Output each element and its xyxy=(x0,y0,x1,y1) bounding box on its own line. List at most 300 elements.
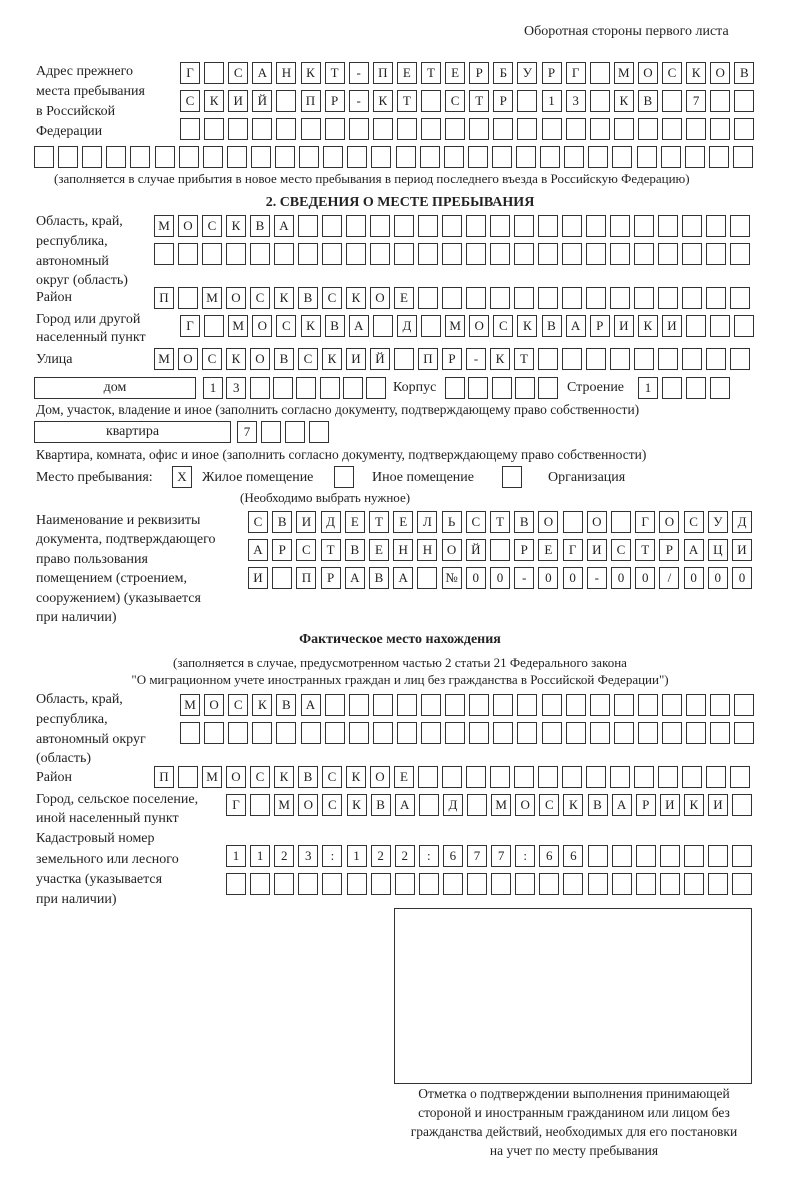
a-region-cell[interactable] xyxy=(397,694,417,716)
a-city-cell[interactable]: К xyxy=(347,794,367,816)
s2-city-cell[interactable]: О xyxy=(252,315,272,337)
a-city-cell[interactable]: С xyxy=(322,794,342,816)
cadastre-cell[interactable] xyxy=(684,845,704,867)
s2-city-cell[interactable]: С xyxy=(276,315,296,337)
s2-city-cell[interactable]: В xyxy=(325,315,345,337)
a-region-cell[interactable] xyxy=(542,694,562,716)
korpus-cell[interactable] xyxy=(515,377,535,399)
a-region-cell[interactable] xyxy=(204,722,224,744)
a-region-cell[interactable] xyxy=(686,722,706,744)
cadastre-cell[interactable]: : xyxy=(322,845,342,867)
cadastre-cell[interactable] xyxy=(419,873,439,895)
prev-address-cell[interactable]: К xyxy=(301,62,321,84)
doc-cell[interactable]: Е xyxy=(538,539,558,561)
doc-cell[interactable]: С xyxy=(248,511,268,533)
s2-street-cell[interactable] xyxy=(658,348,678,370)
s2-street-cell[interactable]: С xyxy=(202,348,222,370)
a-district-cell[interactable] xyxy=(466,766,486,788)
doc-cell[interactable]: Ц xyxy=(708,539,728,561)
prev-address-cell[interactable] xyxy=(444,146,464,168)
doc-cell[interactable]: И xyxy=(296,511,316,533)
s2-city-cell[interactable]: Г xyxy=(180,315,200,337)
prev-address-cell[interactable] xyxy=(566,118,586,140)
cadastre-cell[interactable] xyxy=(515,873,535,895)
prev-address-cell[interactable]: Р xyxy=(493,90,513,112)
prev-address-cell[interactable]: И xyxy=(228,90,248,112)
s2-district-cell[interactable]: П xyxy=(154,287,174,309)
s2-street-cell[interactable]: О xyxy=(178,348,198,370)
cadastre-cell[interactable] xyxy=(660,873,680,895)
a-city-cell[interactable]: О xyxy=(298,794,318,816)
doc-cell[interactable]: Н xyxy=(417,539,437,561)
a-region-cell[interactable] xyxy=(517,694,537,716)
doc-cell[interactable]: П xyxy=(296,567,316,589)
cadastre-cell[interactable]: 3 xyxy=(298,845,318,867)
doc-cell[interactable] xyxy=(417,567,437,589)
prev-address-cell[interactable] xyxy=(685,146,705,168)
a-district-cell[interactable] xyxy=(514,766,534,788)
a-region-cell[interactable] xyxy=(397,722,417,744)
prev-address-cell[interactable] xyxy=(130,146,150,168)
prev-address-cell[interactable]: А xyxy=(252,62,272,84)
prev-address-cell[interactable]: Р xyxy=(542,62,562,84)
prev-address-cell[interactable] xyxy=(203,146,223,168)
s2-region-cell[interactable] xyxy=(466,215,486,237)
s2-region-cell[interactable] xyxy=(490,215,510,237)
prev-address-cell[interactable]: О xyxy=(638,62,658,84)
cadastre-cell[interactable] xyxy=(563,873,583,895)
cadastre-cell[interactable]: 2 xyxy=(274,845,294,867)
prev-address-cell[interactable] xyxy=(638,118,658,140)
s2-street-cell[interactable]: М xyxy=(154,348,174,370)
doc-cell[interactable]: / xyxy=(659,567,679,589)
a-region-cell[interactable] xyxy=(421,722,441,744)
s2-district-cell[interactable] xyxy=(658,287,678,309)
s2-district-cell[interactable] xyxy=(586,287,606,309)
prev-address-cell[interactable] xyxy=(155,146,175,168)
house-number-cell[interactable] xyxy=(366,377,386,399)
a-district-cell[interactable]: М xyxy=(202,766,222,788)
doc-cell[interactable] xyxy=(272,567,292,589)
cadastre-cell[interactable] xyxy=(322,873,342,895)
prev-address-cell[interactable] xyxy=(180,118,200,140)
cadastre-cell[interactable]: 2 xyxy=(371,845,391,867)
prev-address-cell[interactable]: - xyxy=(349,62,369,84)
doc-cell[interactable]: Л xyxy=(417,511,437,533)
prev-address-cell[interactable]: В xyxy=(734,62,754,84)
doc-cell[interactable]: Т xyxy=(490,511,510,533)
doc-cell[interactable]: Р xyxy=(659,539,679,561)
prev-address-cell[interactable] xyxy=(590,90,610,112)
a-district-cell[interactable]: С xyxy=(250,766,270,788)
s2-district-cell[interactable] xyxy=(682,287,702,309)
s2-region-cell[interactable] xyxy=(178,243,198,265)
doc-cell[interactable]: А xyxy=(345,567,365,589)
a-region-cell[interactable] xyxy=(734,694,754,716)
prev-address-cell[interactable]: О xyxy=(710,62,730,84)
s2-region-cell[interactable] xyxy=(706,243,726,265)
s2-region-cell[interactable]: М xyxy=(154,215,174,237)
s2-city-cell[interactable] xyxy=(204,315,224,337)
doc-cell[interactable]: 0 xyxy=(732,567,752,589)
house-number-cell[interactable]: 3 xyxy=(226,377,246,399)
a-city-cell[interactable]: К xyxy=(684,794,704,816)
s2-city-cell[interactable]: К xyxy=(301,315,321,337)
cadastre-cell[interactable] xyxy=(636,873,656,895)
a-region-cell[interactable] xyxy=(469,694,489,716)
korpus-cell[interactable] xyxy=(492,377,512,399)
doc-cell[interactable]: Р xyxy=(514,539,534,561)
a-region-cell[interactable] xyxy=(325,694,345,716)
a-district-cell[interactable] xyxy=(634,766,654,788)
s2-district-cell[interactable] xyxy=(466,287,486,309)
prev-address-cell[interactable]: С xyxy=(180,90,200,112)
prev-address-cell[interactable] xyxy=(661,146,681,168)
korpus-cell[interactable] xyxy=(445,377,465,399)
s2-street-cell[interactable] xyxy=(730,348,750,370)
doc-cell[interactable] xyxy=(490,539,510,561)
s2-street-cell[interactable] xyxy=(610,348,630,370)
prev-address-cell[interactable] xyxy=(709,146,729,168)
prev-address-cell[interactable] xyxy=(82,146,102,168)
a-district-cell[interactable] xyxy=(610,766,630,788)
s2-city-cell[interactable]: С xyxy=(493,315,513,337)
flat-number-cell[interactable] xyxy=(261,421,281,443)
a-region-cell[interactable]: К xyxy=(252,694,272,716)
prev-address-cell[interactable]: Р xyxy=(469,62,489,84)
prev-address-cell[interactable]: С xyxy=(445,90,465,112)
cadastre-cell[interactable] xyxy=(491,873,511,895)
doc-cell[interactable]: 0 xyxy=(635,567,655,589)
a-city-cell[interactable]: И xyxy=(660,794,680,816)
s2-city-cell[interactable]: И xyxy=(662,315,682,337)
s2-street-cell[interactable] xyxy=(634,348,654,370)
prev-address-cell[interactable] xyxy=(493,118,513,140)
doc-cell[interactable]: - xyxy=(514,567,534,589)
s2-city-cell[interactable]: М xyxy=(445,315,465,337)
cadastre-cell[interactable] xyxy=(708,845,728,867)
doc-cell[interactable]: И xyxy=(732,539,752,561)
s2-city-cell[interactable]: Р xyxy=(590,315,610,337)
prev-address-cell[interactable]: К xyxy=(373,90,393,112)
house-type-field[interactable]: дом xyxy=(34,377,196,399)
s2-district-cell[interactable] xyxy=(514,287,534,309)
doc-cell[interactable]: С xyxy=(684,511,704,533)
cadastre-cell[interactable] xyxy=(612,845,632,867)
prev-address-cell[interactable] xyxy=(734,90,754,112)
doc-cell[interactable]: С xyxy=(296,539,316,561)
s2-region-cell[interactable] xyxy=(202,243,222,265)
doc-cell[interactable]: Ь xyxy=(442,511,462,533)
prev-address-cell[interactable]: 1 xyxy=(542,90,562,112)
s2-region-cell[interactable] xyxy=(730,243,750,265)
prev-address-cell[interactable] xyxy=(323,146,343,168)
s2-region-cell[interactable] xyxy=(682,243,702,265)
doc-cell[interactable]: С xyxy=(466,511,486,533)
prev-address-cell[interactable]: К xyxy=(204,90,224,112)
flat-number-cell[interactable]: 7 xyxy=(237,421,257,443)
s2-region-cell[interactable] xyxy=(514,215,534,237)
a-region-cell[interactable] xyxy=(590,694,610,716)
prev-address-cell[interactable] xyxy=(540,146,560,168)
a-city-cell[interactable]: М xyxy=(274,794,294,816)
flat-number-cell[interactable] xyxy=(309,421,329,443)
a-region-cell[interactable] xyxy=(469,722,489,744)
prev-address-cell[interactable] xyxy=(179,146,199,168)
a-region-cell[interactable]: О xyxy=(204,694,224,716)
s2-region-cell[interactable] xyxy=(370,215,390,237)
s2-region-cell[interactable] xyxy=(418,215,438,237)
a-region-cell[interactable] xyxy=(710,694,730,716)
building-cell[interactable] xyxy=(710,377,730,399)
s2-region-cell[interactable] xyxy=(370,243,390,265)
a-city-cell[interactable]: Д xyxy=(443,794,463,816)
doc-cell[interactable]: Т xyxy=(635,539,655,561)
a-region-cell[interactable] xyxy=(638,694,658,716)
s2-city-cell[interactable]: А xyxy=(566,315,586,337)
house-number-cell[interactable]: 1 xyxy=(203,377,223,399)
prev-address-cell[interactable] xyxy=(733,146,753,168)
a-region-cell[interactable] xyxy=(421,694,441,716)
s2-region-cell[interactable] xyxy=(562,243,582,265)
s2-region-cell[interactable] xyxy=(250,243,270,265)
s2-region-cell[interactable] xyxy=(394,243,414,265)
doc-cell[interactable]: О xyxy=(538,511,558,533)
prev-address-cell[interactable]: П xyxy=(301,90,321,112)
a-district-cell[interactable]: К xyxy=(274,766,294,788)
stay-organization-checkbox[interactable] xyxy=(502,466,522,488)
s2-district-cell[interactable]: К xyxy=(346,287,366,309)
a-district-cell[interactable] xyxy=(538,766,558,788)
prev-address-cell[interactable] xyxy=(542,118,562,140)
s2-street-cell[interactable]: В xyxy=(274,348,294,370)
a-region-cell[interactable] xyxy=(710,722,730,744)
s2-district-cell[interactable]: С xyxy=(322,287,342,309)
s2-region-cell[interactable] xyxy=(346,243,366,265)
house-number-cell[interactable] xyxy=(343,377,363,399)
prev-address-cell[interactable] xyxy=(468,146,488,168)
a-region-cell[interactable] xyxy=(180,722,200,744)
a-district-cell[interactable] xyxy=(706,766,726,788)
a-region-cell[interactable]: А xyxy=(301,694,321,716)
doc-cell[interactable]: В xyxy=(369,567,389,589)
cadastre-cell[interactable]: : xyxy=(419,845,439,867)
a-city-cell[interactable] xyxy=(732,794,752,816)
prev-address-cell[interactable]: Е xyxy=(445,62,465,84)
doc-cell[interactable]: Е xyxy=(393,511,413,533)
s2-city-cell[interactable] xyxy=(710,315,730,337)
s2-district-cell[interactable]: С xyxy=(250,287,270,309)
house-number-cell[interactable] xyxy=(250,377,270,399)
a-region-cell[interactable] xyxy=(566,694,586,716)
doc-cell[interactable]: Г xyxy=(563,539,583,561)
s2-street-cell[interactable] xyxy=(586,348,606,370)
prev-address-cell[interactable]: Е xyxy=(397,62,417,84)
s2-region-cell[interactable] xyxy=(298,215,318,237)
cadastre-cell[interactable] xyxy=(467,873,487,895)
s2-region-cell[interactable]: В xyxy=(250,215,270,237)
prev-address-cell[interactable] xyxy=(420,146,440,168)
cadastre-cell[interactable]: 1 xyxy=(250,845,270,867)
s2-city-cell[interactable]: К xyxy=(517,315,537,337)
cadastre-cell[interactable] xyxy=(732,845,752,867)
prev-address-cell[interactable] xyxy=(276,118,296,140)
prev-address-cell[interactable] xyxy=(588,146,608,168)
s2-street-cell[interactable]: Т xyxy=(514,348,534,370)
s2-region-cell[interactable]: О xyxy=(178,215,198,237)
prev-address-cell[interactable] xyxy=(347,146,367,168)
prev-address-cell[interactable]: Й xyxy=(252,90,272,112)
a-city-cell[interactable]: А xyxy=(395,794,415,816)
s2-city-cell[interactable] xyxy=(686,315,706,337)
s2-district-cell[interactable]: Е xyxy=(394,287,414,309)
prev-address-cell[interactable] xyxy=(204,118,224,140)
s2-region-cell[interactable] xyxy=(418,243,438,265)
s2-city-cell[interactable] xyxy=(421,315,441,337)
s2-city-cell[interactable]: К xyxy=(638,315,658,337)
s2-street-cell[interactable] xyxy=(538,348,558,370)
doc-cell[interactable]: Т xyxy=(321,539,341,561)
s2-region-cell[interactable] xyxy=(442,215,462,237)
s2-street-cell[interactable]: Й xyxy=(370,348,390,370)
a-district-cell[interactable]: П xyxy=(154,766,174,788)
a-district-cell[interactable]: Е xyxy=(394,766,414,788)
s2-region-cell[interactable]: А xyxy=(274,215,294,237)
building-cell[interactable] xyxy=(686,377,706,399)
a-region-cell[interactable] xyxy=(638,722,658,744)
prev-address-cell[interactable] xyxy=(276,90,296,112)
doc-cell[interactable]: 0 xyxy=(538,567,558,589)
doc-cell[interactable]: О xyxy=(659,511,679,533)
building-cell[interactable]: 1 xyxy=(638,377,658,399)
doc-cell[interactable]: И xyxy=(248,567,268,589)
s2-district-cell[interactable] xyxy=(562,287,582,309)
s2-street-cell[interactable]: И xyxy=(346,348,366,370)
s2-street-cell[interactable]: К xyxy=(322,348,342,370)
a-city-cell[interactable] xyxy=(419,794,439,816)
s2-region-cell[interactable] xyxy=(706,215,726,237)
doc-cell[interactable]: В xyxy=(345,539,365,561)
prev-address-cell[interactable] xyxy=(590,62,610,84)
s2-city-cell[interactable]: А xyxy=(349,315,369,337)
a-district-cell[interactable] xyxy=(658,766,678,788)
a-city-cell[interactable]: А xyxy=(612,794,632,816)
a-region-cell[interactable] xyxy=(734,722,754,744)
doc-cell[interactable]: О xyxy=(587,511,607,533)
doc-cell[interactable]: Р xyxy=(272,539,292,561)
a-district-cell[interactable]: О xyxy=(226,766,246,788)
prev-address-cell[interactable] xyxy=(325,118,345,140)
a-region-cell[interactable] xyxy=(662,722,682,744)
a-district-cell[interactable] xyxy=(586,766,606,788)
prev-address-cell[interactable]: Г xyxy=(566,62,586,84)
s2-region-cell[interactable] xyxy=(634,243,654,265)
doc-cell[interactable]: О xyxy=(442,539,462,561)
doc-cell[interactable]: Й xyxy=(466,539,486,561)
doc-cell[interactable]: 0 xyxy=(466,567,486,589)
a-region-cell[interactable] xyxy=(614,694,634,716)
s2-region-cell[interactable] xyxy=(322,215,342,237)
s2-city-cell[interactable]: В xyxy=(542,315,562,337)
s2-street-cell[interactable] xyxy=(682,348,702,370)
doc-cell[interactable]: А xyxy=(393,567,413,589)
prev-address-cell[interactable] xyxy=(516,146,536,168)
prev-address-cell[interactable]: С xyxy=(228,62,248,84)
s2-region-cell[interactable]: К xyxy=(226,215,246,237)
s2-city-cell[interactable] xyxy=(734,315,754,337)
prev-address-cell[interactable]: - xyxy=(349,90,369,112)
stay-other-checkbox[interactable] xyxy=(334,466,354,488)
house-number-cell[interactable] xyxy=(320,377,340,399)
s2-street-cell[interactable]: К xyxy=(490,348,510,370)
cadastre-cell[interactable] xyxy=(732,873,752,895)
doc-cell[interactable] xyxy=(611,511,631,533)
prev-address-cell[interactable]: Т xyxy=(397,90,417,112)
cadastre-cell[interactable]: 6 xyxy=(563,845,583,867)
s2-district-cell[interactable]: М xyxy=(202,287,222,309)
s2-district-cell[interactable] xyxy=(730,287,750,309)
s2-region-cell[interactable] xyxy=(466,243,486,265)
s2-region-cell[interactable] xyxy=(514,243,534,265)
prev-address-cell[interactable]: К xyxy=(614,90,634,112)
cadastre-cell[interactable]: 1 xyxy=(347,845,367,867)
a-district-cell[interactable]: К xyxy=(346,766,366,788)
a-city-cell[interactable] xyxy=(467,794,487,816)
doc-cell[interactable]: Е xyxy=(369,539,389,561)
a-city-cell[interactable]: К xyxy=(563,794,583,816)
doc-cell[interactable]: В xyxy=(514,511,534,533)
cadastre-cell[interactable]: 7 xyxy=(467,845,487,867)
a-region-cell[interactable] xyxy=(566,722,586,744)
a-district-cell[interactable] xyxy=(442,766,462,788)
s2-street-cell[interactable] xyxy=(706,348,726,370)
prev-address-cell[interactable]: Б xyxy=(493,62,513,84)
a-region-cell[interactable] xyxy=(493,694,513,716)
a-district-cell[interactable]: С xyxy=(322,766,342,788)
a-region-cell[interactable] xyxy=(493,722,513,744)
flat-type-field[interactable]: квартира xyxy=(34,421,231,443)
s2-region-cell[interactable] xyxy=(490,243,510,265)
s2-district-cell[interactable]: В xyxy=(298,287,318,309)
s2-street-cell[interactable] xyxy=(562,348,582,370)
s2-district-cell[interactable] xyxy=(442,287,462,309)
a-region-cell[interactable] xyxy=(590,722,610,744)
cadastre-cell[interactable]: 6 xyxy=(443,845,463,867)
prev-address-cell[interactable] xyxy=(564,146,584,168)
a-city-cell[interactable]: В xyxy=(588,794,608,816)
prev-address-cell[interactable]: С xyxy=(662,62,682,84)
s2-region-cell[interactable] xyxy=(538,243,558,265)
doc-cell[interactable] xyxy=(563,511,583,533)
prev-address-cell[interactable] xyxy=(106,146,126,168)
prev-address-cell[interactable]: Т xyxy=(421,62,441,84)
prev-address-cell[interactable] xyxy=(252,118,272,140)
s2-region-cell[interactable] xyxy=(586,215,606,237)
prev-address-cell[interactable] xyxy=(445,118,465,140)
prev-address-cell[interactable]: У xyxy=(517,62,537,84)
prev-address-cell[interactable]: 3 xyxy=(566,90,586,112)
prev-address-cell[interactable]: М xyxy=(614,62,634,84)
prev-address-cell[interactable] xyxy=(637,146,657,168)
a-city-cell[interactable]: О xyxy=(515,794,535,816)
a-region-cell[interactable]: М xyxy=(180,694,200,716)
s2-region-cell[interactable] xyxy=(562,215,582,237)
prev-address-cell[interactable] xyxy=(301,118,321,140)
a-region-cell[interactable] xyxy=(349,722,369,744)
cadastre-cell[interactable]: 1 xyxy=(226,845,246,867)
doc-cell[interactable]: Д xyxy=(732,511,752,533)
prev-address-cell[interactable] xyxy=(614,118,634,140)
